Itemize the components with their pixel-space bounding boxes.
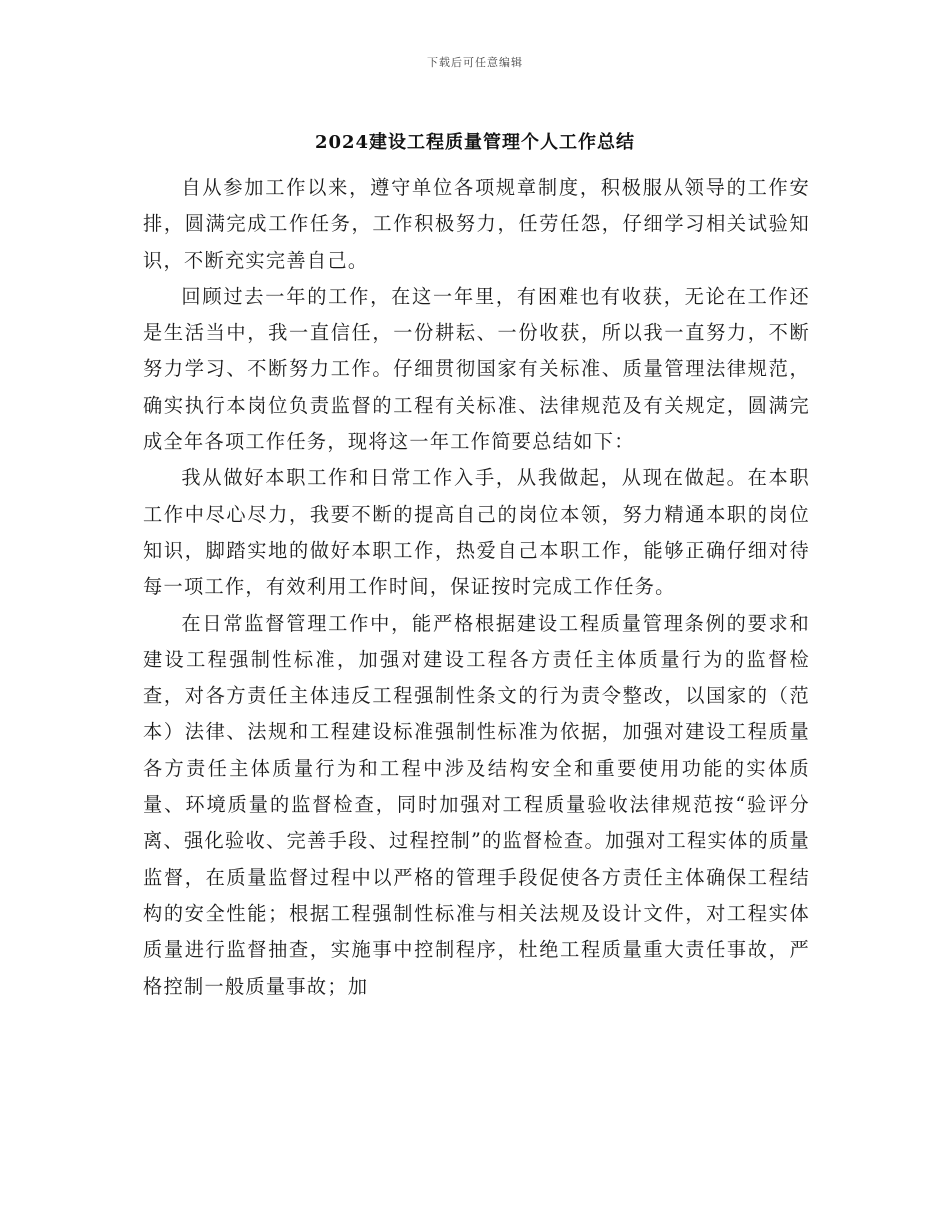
document-body: [143, 170, 810, 1005]
page-header-note: 下载后可任意编辑: [427, 56, 523, 69]
paragraph: 在日常监督管理工作中，能严格根据建设工程质量管理条例的要求和建设工程强制性标准，加强对建设工程各方责任主体质量行为的监督检查，对各方责任主体违反工程强制性条文的行为责令整改，以国家的（范本）法律、法规和工程建设标准强制性标准为依据，加强对建设工程质量各方责任主体质量行为和工程中涉及结构安全和重要使用功能的实体质量、环境质量的监督检查，同时加强对工程质量验收法律规范按“验评分离、强化验收、完善手段、过程控制”的监督检查。加强对工程实体的质量监督，在质量监督过程中以严格的管理手段促使各方责任主体确保工程结构的安全性能；根据工程强制性标准与相关法规及设计文件，对工程实体质量进行监督抽查，实施事中控制程序，杜绝工程质量重大责任事故，严格控制一般质量事故；加: [143, 611, 810, 998]
document-title: 2024建设工程质量管理个人工作总结: [314, 132, 636, 153]
paragraph: 我从做好本职工作和日常工作入手，从我做起，从现在做起。在本职工作中尽心尽力，我要不断的提高自己的岗位本领，努力精通本职的岗位知识，脚踏实地的做好本职工作，热爱自己本职工作，能够正确仔细对待每一项工作，有效利用工作时间，保证按时完成工作任务。: [143, 466, 810, 599]
paragraph: 自从参加工作以来，遵守单位各项规章制度，积极服从领导的工作安排，圆满完成工作任务，工作积极努力，任劳任怨，仔细学习相关试验知识，不断充实完善自己。: [143, 176, 810, 272]
paragraph: 回顾过去一年的工作，在这一年里，有困难也有收获，无论在工作还是生活当中，我一直信任，一份耕耘、一份收获，所以我一直努力，不断努力学习、不断努力工作。仔细贯彻国家有关标准、质量管理法律规范，确实执行本岗位负责监督的工程有关标准、法律规范及有关规定，圆满完成全年各项工作任务，现将这一年工作简要总结如下：: [143, 284, 810, 454]
